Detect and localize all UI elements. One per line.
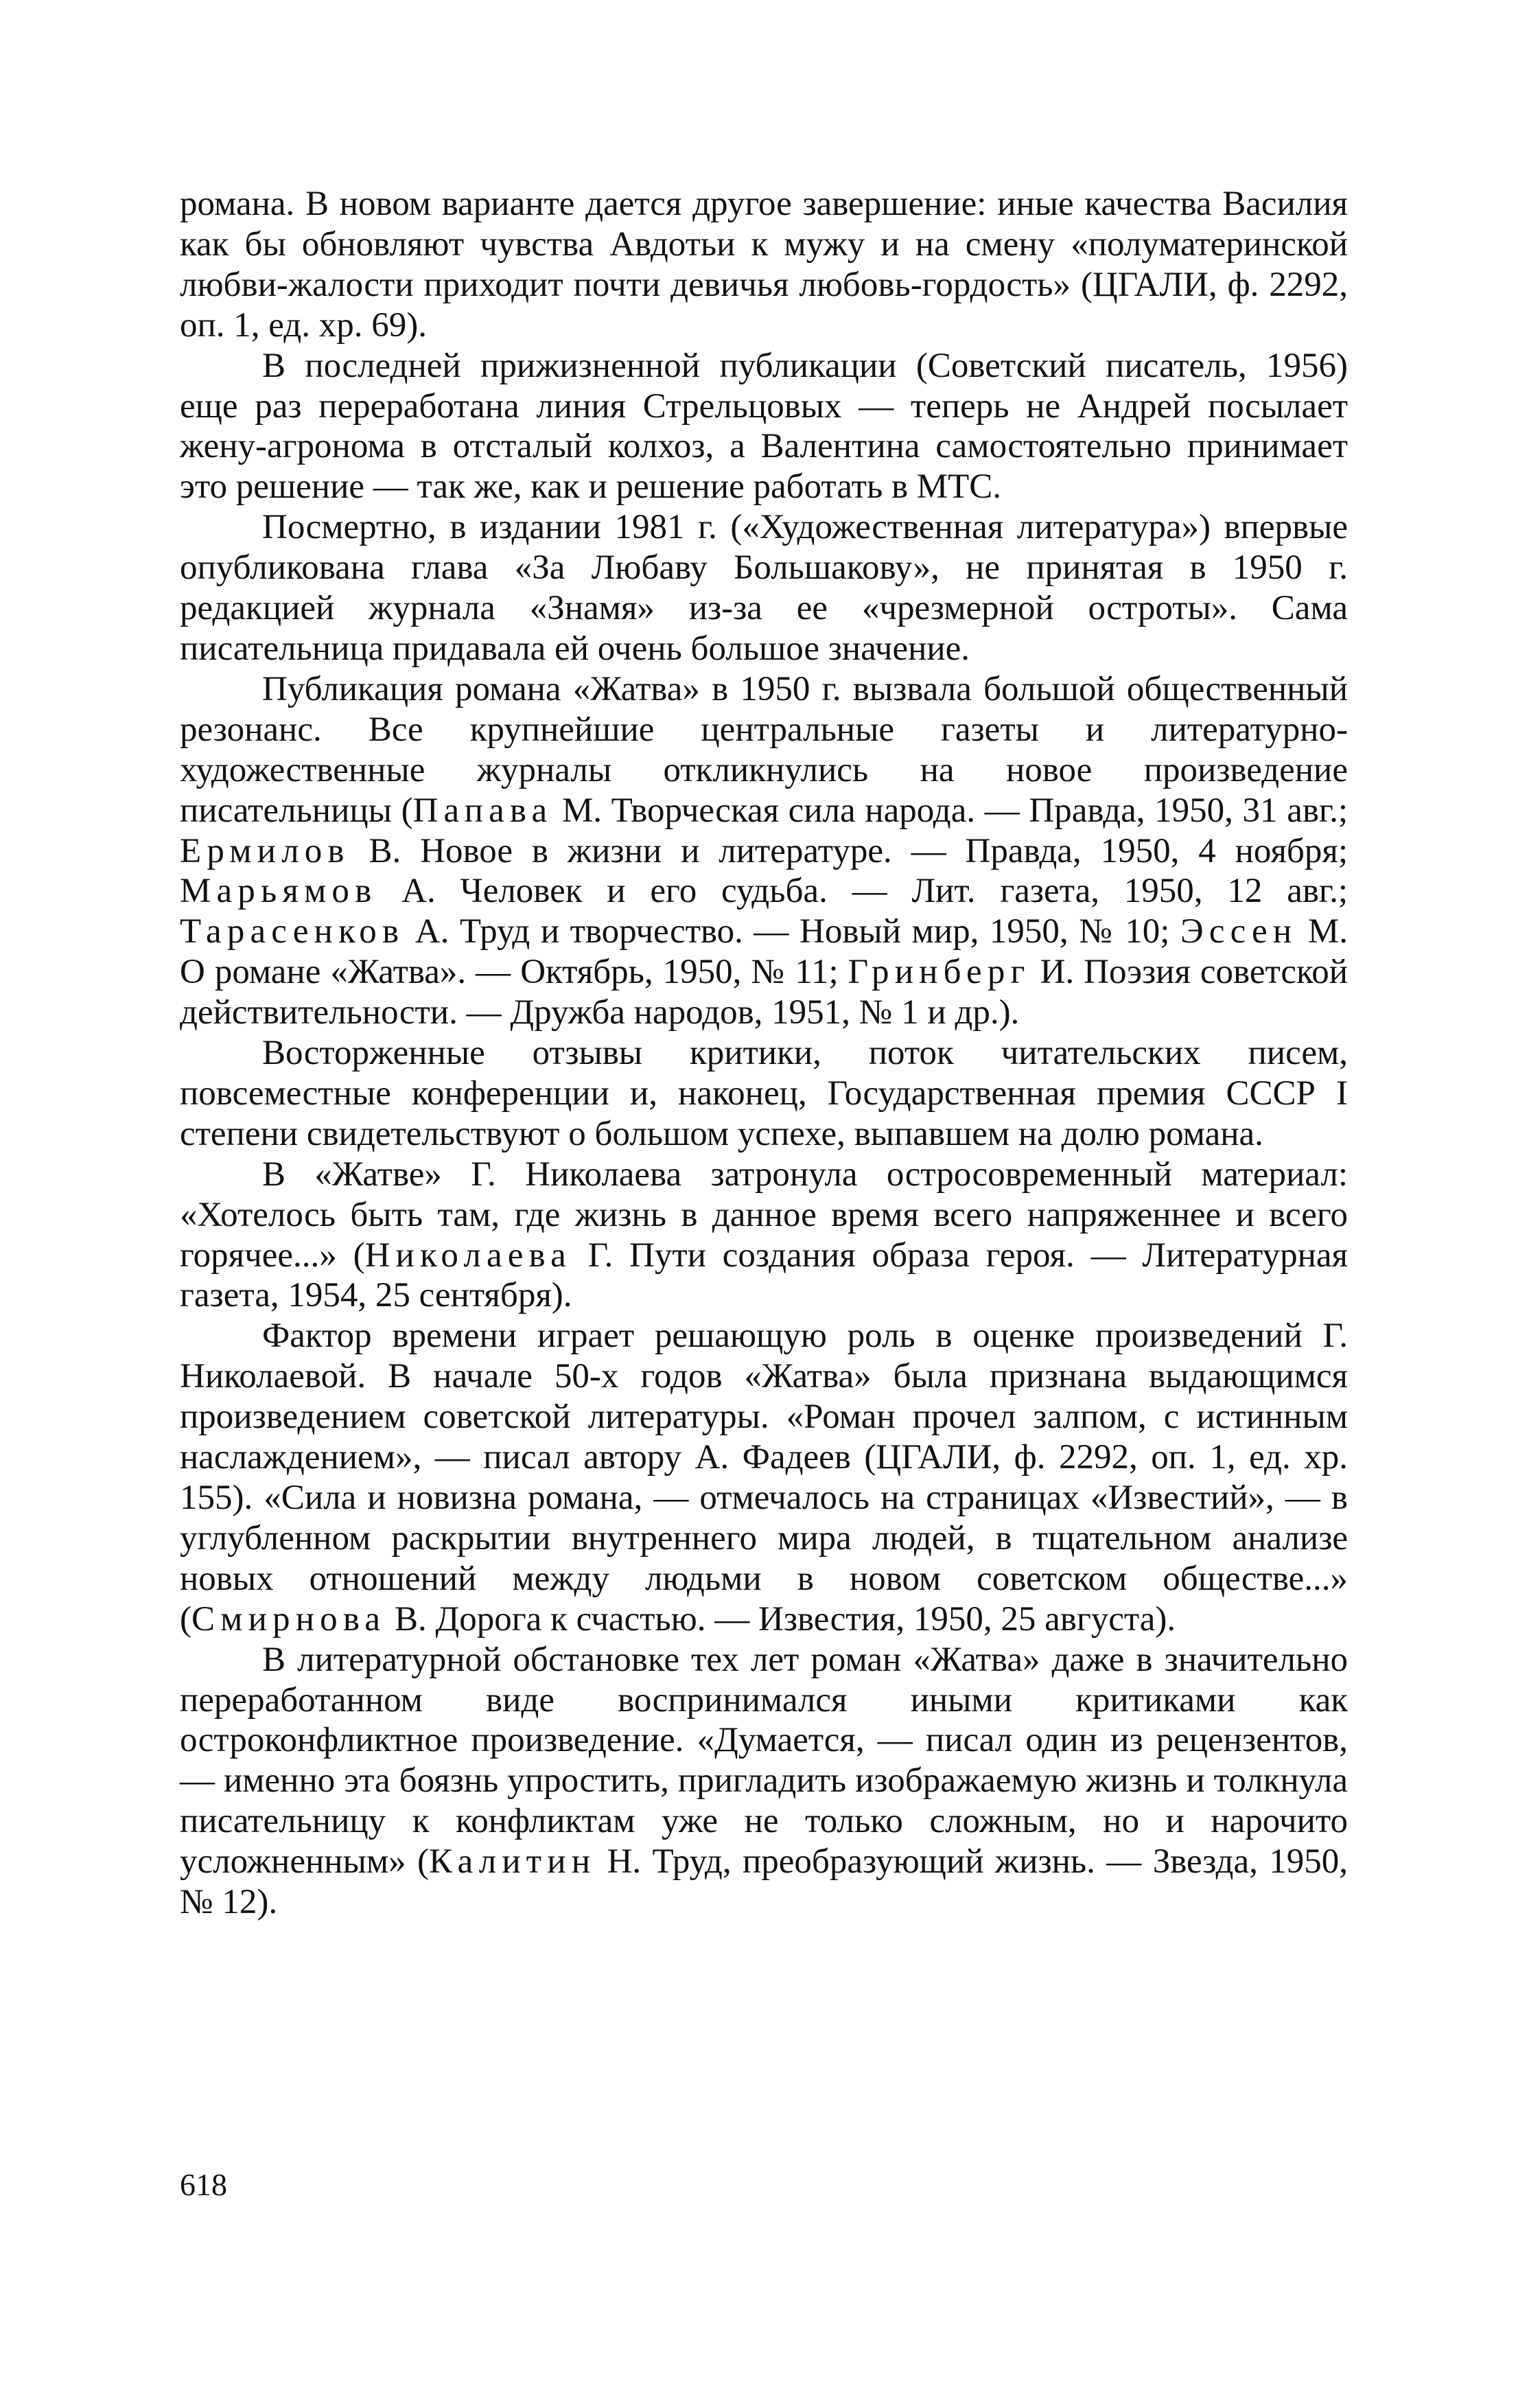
text-run: А. Труд и творчество. — Новый мир, 1950, № 10; (404, 912, 1181, 951)
text-run: Публикация романа «Жатва» в 1950 г. вызвала большой общественный резонанс. Все крупнейшие центральные газеты и литературно-художественные журналы откликнулись на новое произведение писательницы ( (180, 669, 1348, 830)
author-name: Смирнова (191, 1599, 386, 1639)
body-text (180, 184, 1348, 1923)
text-run: Н. Труд, преобразующий жизнь. — Звезда, 1950, № 12). (180, 1842, 1349, 1922)
text-run: В «Жатве» Г. Николаева затронула остросовременный материал: «Хотелось быть там, где жизнь в данное время всего напряженнее и всего горячее...» ( (180, 1155, 1348, 1275)
paragraph (180, 346, 1348, 508)
text-run: романа. В новом варианте дается другое завершение: иные качества Василия как бы обновляют чувства Авдотьи к мужу и на смену «полуматеринской любви-жалости приходит почти девичья любовь-гордость» (ЦГАЛИ, ф. 2292, оп. 1, ед. хр. 69). (180, 185, 1348, 345)
author-name: Калитин (429, 1842, 596, 1882)
paragraph (180, 1640, 1348, 1923)
author-name: Николаева (364, 1236, 572, 1275)
paragraph (180, 1155, 1348, 1317)
paragraph (180, 669, 1348, 1033)
author-name: Гринберг (848, 953, 1031, 992)
text-run: Восторженные отзывы критики, поток читательских писем, повсеместные конференции и, наконец, Государственная премия СССР I степени свидетельствуют о большом успехе, выпавшем на долю романа. (180, 1034, 1348, 1153)
text-run: В литературной обстановке тех лет роман «Жатва» даже в значительно переработанном виде воспринимался иными критиками как остроконфликтное произведение. «Думается, — писал один из рецензентов, — именно эта боязнь упростить, пригладить изображаемую жизнь и толкнула писательницу к конфликтам уже не только сложным, но и нарочито усложненным» ( (180, 1640, 1348, 1882)
text-run: В. Новое в жизни и литературе. — Правда, 1950, 4 ноября; (349, 831, 1348, 870)
text-run: М. Творческая сила народа. — Правда, 1950, 31 авг.; (552, 791, 1348, 830)
paragraph (180, 507, 1348, 669)
text-run: И. Поэзия советской действительности. — Дружба народов, 1951, № 1 и др.). (180, 953, 1349, 1032)
text-run: М. О романе «Жатва». — Октябрь, 1950, № 11; (180, 912, 1348, 992)
text-run: Фактор времени играет решающую роль в оценке произведений Г. Николаевой. В начале 50-х годов «Жатва» была признана выдающимся произведением советской литературы. «Роман прочел залпом, с истинным наслаждением», — писал автору А. Фадеев (ЦГАЛИ, ф. 2292, оп. 1, ед. хр. 155). «Сила и новизна романа, — отмечалось на страницах «Известий», — в углубленном раскрытии внутреннего мира людей, в тщательном анализе новых отношений между людьми в новом советском обществе...» ( (180, 1317, 1348, 1639)
text-run: Посмертно, в издании 1981 г. («Художественная литература») впервые опубликована глава «За Любаву Большакову», не принятая в 1950 г. редакцией журнала «Знамя» из-за ее «чрезмерной остроты». Сама писательница придавала ей очень большое значение. (180, 508, 1348, 668)
text-run: В последней прижизненной публикации (Советский писатель, 1956) еще раз переработана линия Стрельцовых — теперь не Андрей посылает жену-агронома в отсталый колхоз, а Валентина самостоятельно принимает это решение — так же, как и решение работать в МТС. (180, 346, 1348, 507)
paragraph (180, 1033, 1348, 1155)
author-name: Ермилов (180, 831, 350, 870)
author-name: Тарасенков (180, 912, 405, 951)
author-name: Эссен (1180, 912, 1298, 951)
author-name: Марьямов (180, 872, 377, 911)
text-run: А. Человек и его судьба. — Лит. газета, 1950, 12 авг.; (377, 872, 1348, 911)
text-run: Г. Пути создания образа героя. — Литературная газета, 1954, 25 сентября). (180, 1236, 1348, 1315)
author-name: Папава (412, 791, 553, 830)
page-number: 618 (180, 2167, 227, 2202)
text-run: В. Дорога к счастью. — Известия, 1950, 25 августа). (386, 1599, 1176, 1639)
paragraph (180, 184, 1348, 346)
paragraph (180, 1316, 1348, 1639)
